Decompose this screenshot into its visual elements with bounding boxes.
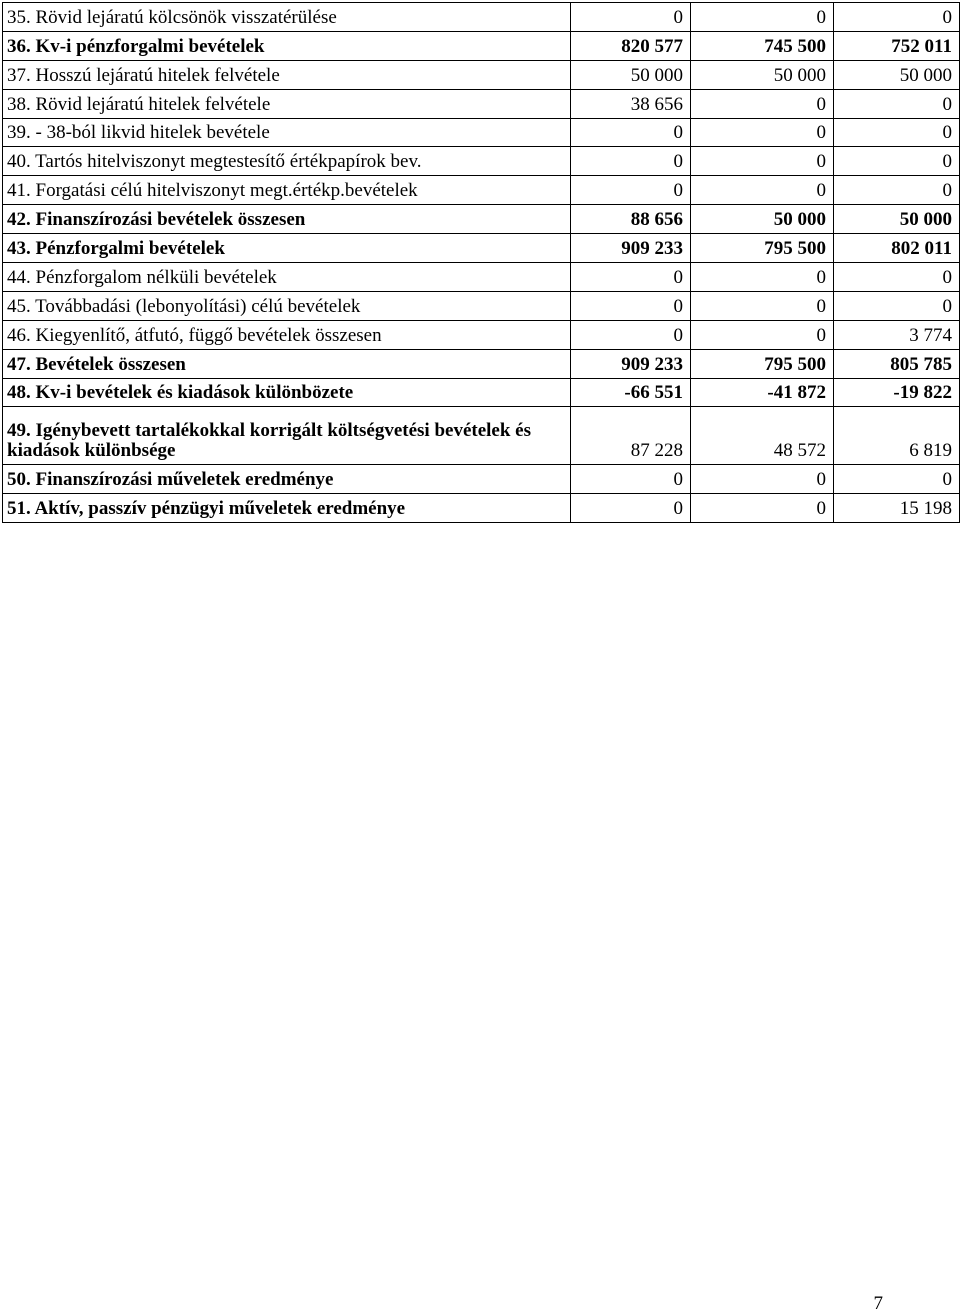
value-col-3: 0 (834, 89, 960, 118)
table-row (3, 465, 960, 494)
value-col-1: 0 (571, 263, 691, 292)
value-col-2: 745 500 (691, 31, 834, 60)
value-col-1: 50 000 (571, 60, 691, 89)
value-col-2: 0 (691, 176, 834, 205)
row-label: 45. Továbbadási (lebonyolítási) célú bevételek (3, 291, 571, 320)
value-col-3: 0 (834, 465, 960, 494)
value-col-2: 0 (691, 89, 834, 118)
budget-table (2, 2, 960, 523)
table-row (3, 89, 960, 118)
row-label: 44. Pénzforgalom nélküli bevételek (3, 263, 571, 292)
table-row (3, 263, 960, 292)
table-row (3, 378, 960, 407)
table-row (3, 31, 960, 60)
value-col-2: 0 (691, 118, 834, 147)
table-row (3, 234, 960, 263)
table-row (3, 147, 960, 176)
table-row (3, 291, 960, 320)
value-col-1: 0 (571, 320, 691, 349)
value-col-3: 0 (834, 291, 960, 320)
value-col-1: 820 577 (571, 31, 691, 60)
row-label: 38. Rövid lejáratú hitelek felvétele (3, 89, 571, 118)
row-label: 43. Pénzforgalmi bevételek (3, 234, 571, 263)
value-col-1: 0 (571, 147, 691, 176)
row-label: 39. - 38-ból likvid hitelek bevétele (3, 118, 571, 147)
value-col-3: 0 (834, 263, 960, 292)
value-col-2: 0 (691, 465, 834, 494)
value-col-3: 0 (834, 3, 960, 32)
row-label: 51. Aktív, passzív pénzügyi műveletek eredménye (3, 494, 571, 523)
value-col-1: 0 (571, 3, 691, 32)
value-col-2: 0 (691, 147, 834, 176)
row-label: 47. Bevételek összesen (3, 349, 571, 378)
value-col-3: 3 774 (834, 320, 960, 349)
value-col-2: -41 872 (691, 378, 834, 407)
value-col-2: 0 (691, 494, 834, 523)
row-label: 40. Tartós hitelviszonyt megtestesítő értékpapírok bev. (3, 147, 571, 176)
table-row (3, 60, 960, 89)
row-label: 46. Kiegyenlítő, átfutó, függő bevételek összesen (3, 320, 571, 349)
page-number: 7 (873, 1293, 883, 1314)
value-col-3: 805 785 (834, 349, 960, 378)
row-label: 36. Kv-i pénzforgalmi bevételek (3, 31, 571, 60)
value-col-3: 50 000 (834, 60, 960, 89)
row-label: 50. Finanszírozási műveletek eredménye (3, 465, 571, 494)
table-row (3, 3, 960, 32)
value-col-1: 87 228 (571, 407, 691, 465)
value-col-2: 50 000 (691, 205, 834, 234)
table-row (3, 494, 960, 523)
value-col-3: 15 198 (834, 494, 960, 523)
table-row (3, 349, 960, 378)
value-col-3: 802 011 (834, 234, 960, 263)
row-label: 49. Igénybevett tartalékokkal korrigált költségvetési bevételek és kiadások különbsége (3, 407, 571, 465)
row-label: 37. Hosszú lejáratú hitelek felvétele (3, 60, 571, 89)
row-label: 42. Finanszírozási bevételek összesen (3, 205, 571, 234)
table-row (3, 176, 960, 205)
table-row (3, 118, 960, 147)
row-label: 35. Rövid lejáratú kölcsönök visszatérülése (3, 3, 571, 32)
value-col-2: 795 500 (691, 349, 834, 378)
value-col-1: 88 656 (571, 205, 691, 234)
row-label: 48. Kv-i bevételek és kiadások különbözete (3, 378, 571, 407)
table-row (3, 320, 960, 349)
value-col-2: 0 (691, 291, 834, 320)
value-col-2: 795 500 (691, 234, 834, 263)
table-row (3, 205, 960, 234)
value-col-1: 0 (571, 118, 691, 147)
value-col-3: 0 (834, 147, 960, 176)
value-col-3: 50 000 (834, 205, 960, 234)
value-col-2: 48 572 (691, 407, 834, 465)
value-col-2: 0 (691, 3, 834, 32)
table-row (3, 407, 960, 465)
value-col-1: 0 (571, 465, 691, 494)
value-col-2: 0 (691, 263, 834, 292)
value-col-1: 0 (571, 176, 691, 205)
value-col-3: 0 (834, 176, 960, 205)
value-col-1: 0 (571, 494, 691, 523)
value-col-3: 0 (834, 118, 960, 147)
value-col-1: -66 551 (571, 378, 691, 407)
value-col-1: 909 233 (571, 349, 691, 378)
value-col-3: 752 011 (834, 31, 960, 60)
value-col-2: 0 (691, 320, 834, 349)
row-label: 41. Forgatási célú hitelviszonyt megt.értékp.bevételek (3, 176, 571, 205)
value-col-3: -19 822 (834, 378, 960, 407)
value-col-1: 909 233 (571, 234, 691, 263)
value-col-1: 38 656 (571, 89, 691, 118)
value-col-3: 6 819 (834, 407, 960, 465)
value-col-1: 0 (571, 291, 691, 320)
value-col-2: 50 000 (691, 60, 834, 89)
